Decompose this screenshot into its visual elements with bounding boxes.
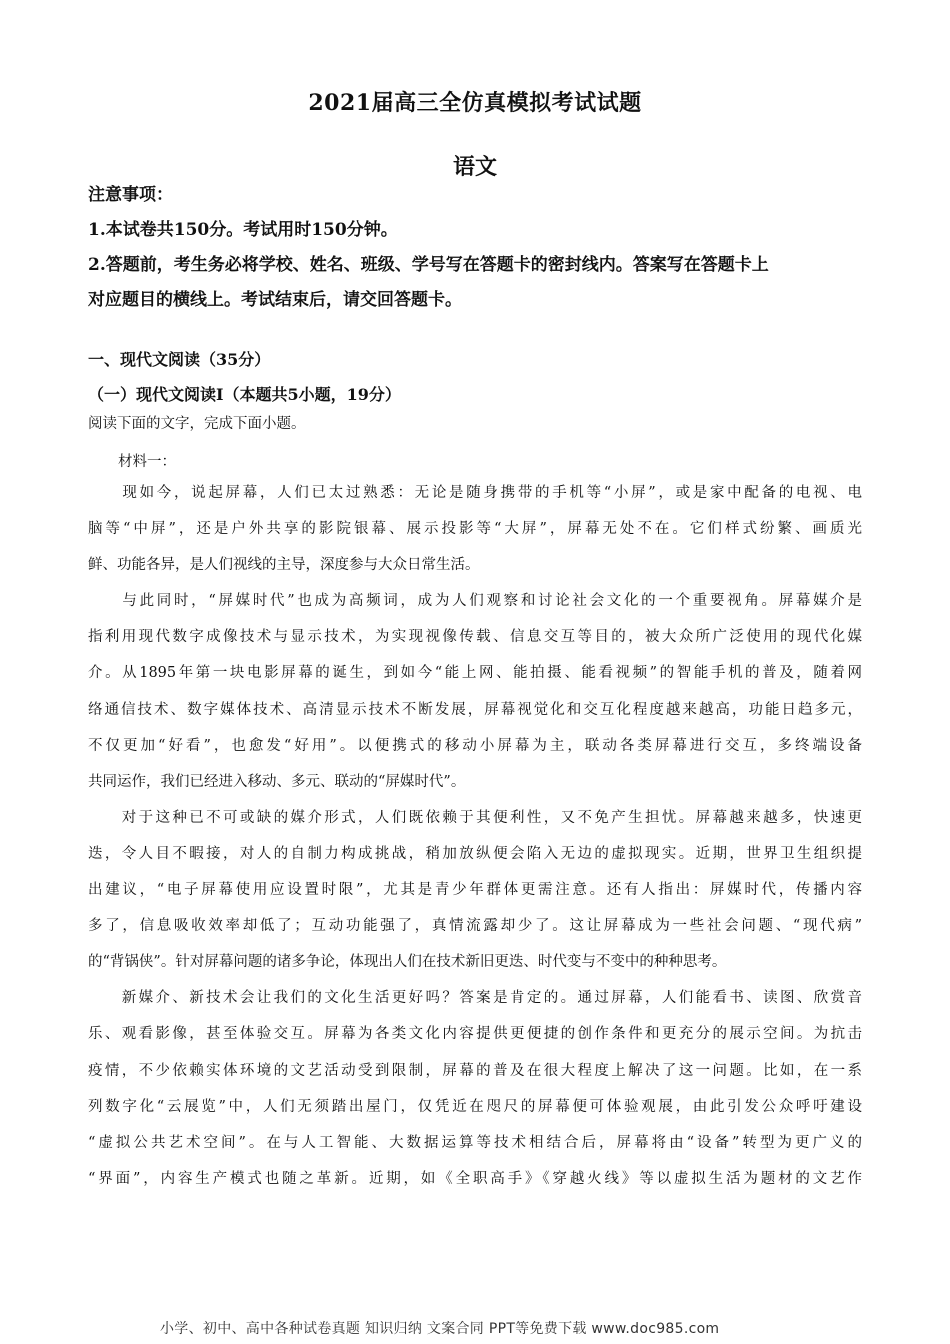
passage-line: 出建议，“电子屏幕使用应设置时限”，尤其是青少年群体更需注意。还有人指出：屏媒时代，传播内容 — [88, 882, 862, 899]
passage-line: 迭，令人目不暇接，对人的自制力构成挑战，稍加放纵便会陷入无边的虚拟现实。近期，世界卫生组织提 — [88, 845, 862, 862]
notes-item-2-line-1: 2.答题前，考生务必将学校、姓名、班级、学号写在答题卡的密封线内。答案写在答题卡上 — [88, 255, 769, 275]
passage-line: 络通信技术、数字媒体技术、高清显示技术不断发展，屏幕视觉化和交互化程度越来越高，功能日趋多元， — [88, 701, 862, 718]
passage-line: 不仅更加“好看”，也愈发“好用”。以便携式的移动小屏幕为主，联动各类屏幕进行交互，多终端设备 — [88, 737, 862, 754]
material-label: 材料一： — [118, 454, 176, 470]
passage-line: 指利用现代数字成像技术与显示技术，为实现视像传载、信息交互等目的，被大众所广泛使用的现代化媒 — [88, 629, 862, 646]
passage-line: 脑等“中屏”，还是户外共享的影院银幕、展示投影等“大屏”，屏幕无处不在。它们样式纷繁、画质光 — [88, 521, 862, 538]
notes-item-1: 1.本试卷共150分。考试用时150分钟。 — [88, 220, 398, 240]
passage-line: 列数字化“云展览”中，人们无须踏出屋门，仅凭近在咫尺的屏幕便可体验观展，由此引发公众呼吁建设 — [88, 1098, 862, 1115]
exam-title: 2021届高三全仿真模拟考试试题 — [308, 90, 642, 116]
notes-item-2-line-2: 对应题目的横线上。考试结束后，请交回答题卡。 — [88, 290, 462, 310]
subject-title: 语文 — [452, 154, 497, 180]
reading-instruction: 阅读下面的文字，完成下面小题。 — [88, 416, 306, 432]
footer-text: 小学、初中、高中各种试卷真题 知识归纳 文案合同 PPT等免费下载 www.doc985.com — [160, 1321, 720, 1337]
passage-line: “虚拟公共艺术空间”。在与人工智能、大数据运算等技术相结合后，屏幕将由“设备”转型为更广义的 — [88, 1134, 862, 1151]
section-heading: 一、现代文阅读（35分） — [88, 350, 271, 369]
passage-line: 共同运作，我们已经进入移动、多元、联动的“屏媒时代”。 — [88, 773, 466, 790]
passage-line: 鲜、功能各异，是人们视线的主导，深度参与大众日常生活。 — [88, 557, 480, 574]
passage-line: 介。从1895年第一块电影屏幕的诞生，到如今“能上网、能拍摄、能看视频”的智能手机的普及，随着网 — [88, 665, 862, 682]
passage-line: 疫情，不少依赖实体环境的文艺活动受到限制，屏幕的普及在很大程度上解决了这一问题。比如，在一系 — [88, 1062, 862, 1079]
passage-line: 现如今，说起屏幕，人们已太过熟悉：无论是随身携带的手机等“小屏”，或是家中配备的电视、电 — [88, 485, 862, 501]
passage-line: 对于这种已不可或缺的媒介形式，人们既依赖于其便利性，又不免产生担忧。屏幕越来越多，快速更 — [88, 809, 862, 826]
passage-line: “界面”，内容生产模式也随之革新。近期，如《全职高手》《穿越火线》等以虚拟生活为题材的文艺作 — [88, 1170, 862, 1187]
passage-line: 多了，信息吸收效率却低了；互动功能强了，真情流露却少了。这让屏幕成为一些社会问题、“现代病” — [88, 918, 862, 935]
notes-heading: 注意事项： — [88, 185, 173, 205]
passage-body — [88, 475, 862, 1197]
passage-line: 乐、观看影像，甚至体验交互。屏幕为各类文化内容提供更便捷的创作条件和更充分的展示空间。为抗击 — [88, 1026, 862, 1043]
subsection-heading: （一）现代文阅读Ⅰ（本题共5小题，19分） — [88, 385, 401, 404]
passage-line: 的“背锅侠”。针对屏幕问题的诸多争论，体现出人们在技术新旧更迭、时代变与不变中的种种思考。 — [88, 954, 727, 971]
passage-line: 与此同时，“屏媒时代”也成为高频词，成为人们观察和讨论社会文化的一个重要视角。屏幕媒介是 — [88, 593, 862, 610]
notes-block — [88, 178, 868, 318]
passage-line: 新媒介、新技术会让我们的文化生活更好吗？答案是肯定的。通过屏幕，人们能看书、读图、欣赏音 — [88, 990, 862, 1007]
